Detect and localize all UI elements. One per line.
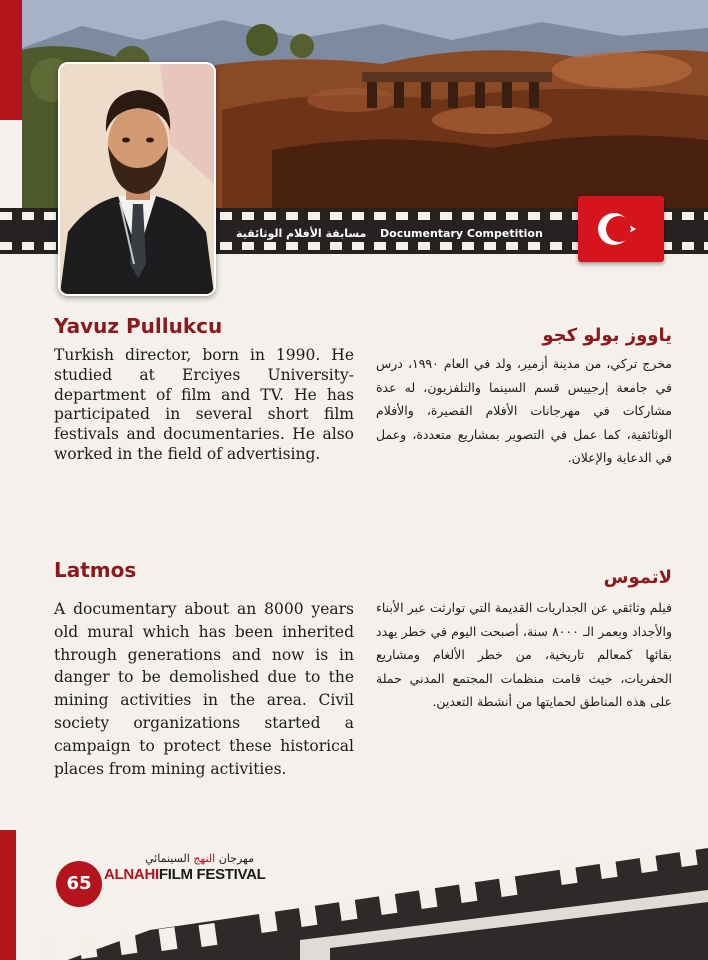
director-name-english: Yavuz Pullukcu	[54, 314, 223, 338]
film-synopsis-arabic: فيلم وثائقي عن الجداريات القديمة التي توارثت عبر الأبناء والأجداد وبعمر الـ ٨٠٠٠ سنة، أصبحت اليوم في خطر يهدد بقائها كمعالم تاريخية، من خطر الألغام ومشاريع الحفريات، حيث قامت منظمات المجتمع المدني حملة على هذه المناطق لحمايتها من أنشطة التعدين.	[376, 600, 672, 710]
film-title-english: Latmos	[54, 558, 137, 582]
category-label-english: Documentary Competition	[380, 227, 543, 240]
festival-logo	[104, 852, 266, 892]
director-portrait	[58, 62, 216, 296]
director-bio-english: Turkish director, born in 1990. He studied at Erciyes University- department of film and TV. He has participated in several short film festivals and documentaries. He also worked in the field of advertising.	[54, 346, 354, 463]
page-spine	[0, 0, 22, 120]
festival-logo-arabic: مهرجان النهج السينمائي	[145, 852, 254, 865]
category-label-arabic: مسابقة الأفلام الوثائقية	[236, 227, 367, 240]
turkey-flag-icon	[578, 196, 664, 262]
film-synopsis-english: A documentary about an 8000 years old mural which has been inherited through generations and now is in danger to be demolished due to the mining activities in the area. Civil society organizations started a campaign to protect these historical places from mining activities.	[54, 600, 354, 778]
director-name-arabic: ياووز بولو كجو	[542, 325, 672, 346]
film-title-arabic: لاتموس	[603, 567, 672, 588]
festival-logo-english: ALNAHIFILM FESTIVAL	[104, 866, 266, 883]
footer-film-strip	[0, 830, 708, 960]
director-bio-arabic: مخرج تركي، من مدينة أزمير، ولد في العام ١٩٩٠، درس في جامعة إرجييس قسم السينما والتلفزيون، له عدة مشاركات في مهرجانات الأفلام القصيرة، والأفلام الوثائقية، كما عمل في التصوير بمشاريع متعددة، وعمل في الدعاية والإعلان.	[376, 356, 672, 466]
page-number: 65	[56, 861, 102, 907]
